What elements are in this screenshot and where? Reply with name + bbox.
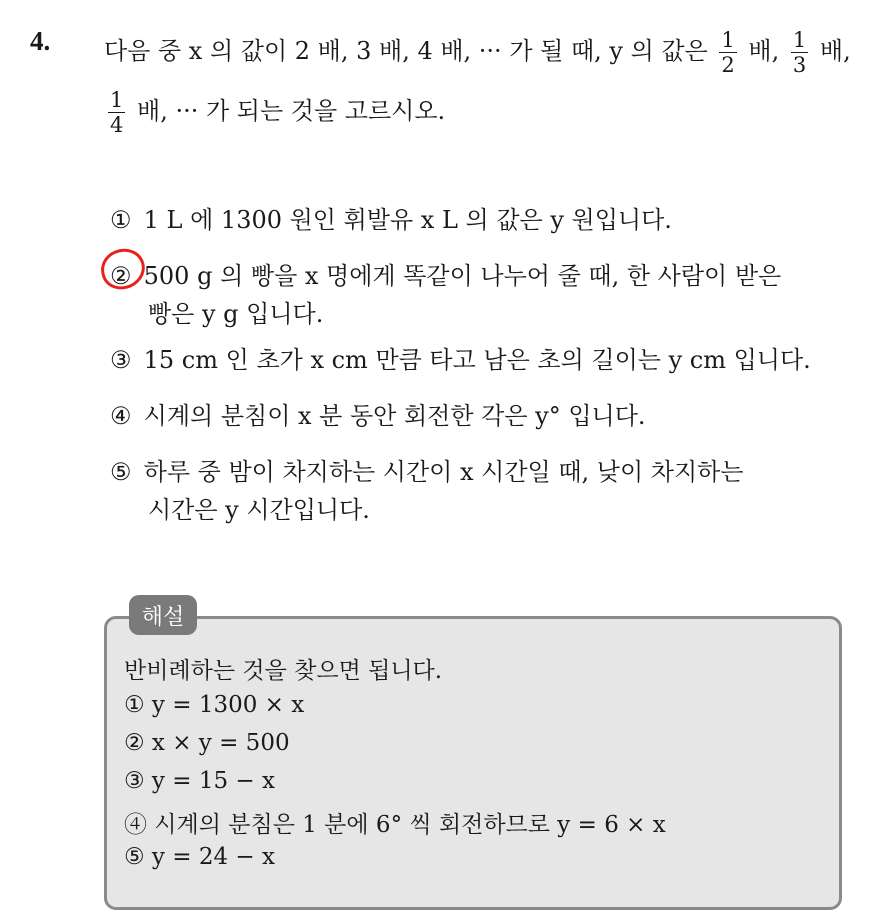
question-line-1 [104, 28, 851, 77]
solution-line-4: ④ 시계의 분침은 1 분에 6° 씩 회전하므로 y = 6 × x [124, 812, 666, 838]
choice-4[interactable]: ④ 시계의 분침이 x 분 동안 회전한 각은 y° 입니다. [110, 402, 646, 430]
fraction-one-half: $\frac{1}{2}$ [721, 28, 735, 77]
question-text-part1: 다음 중 x 의 값이 2 배, 3 배, 4 배, ··· 가 될 때, y 의 값은 [104, 37, 708, 65]
choice-2-line-2: 빵은 y g 입니다. [148, 300, 324, 328]
solution-tag: 해설 [129, 595, 197, 635]
choice-3[interactable]: ③ 15 cm 인 초가 x cm 만큼 타고 남은 초의 길이는 y cm 입니다. [110, 346, 811, 374]
choice-2[interactable]: ② 500 g 의 빵을 x 명에게 똑같이 나누어 줄 때, 한 사람이 받은 [110, 262, 782, 290]
choice-5-line-2: 시간은 y 시간입니다. [148, 496, 370, 524]
solution-line-2: ② x × y = 500 [124, 730, 290, 756]
question-text-part4: 배, ··· 가 되는 것을 고르시오. [137, 97, 446, 125]
solution-intro: 반비례하는 것을 찾으면 됩니다. [124, 658, 443, 684]
question-number: 4. [30, 26, 51, 56]
question-text-part2: 배, [748, 37, 780, 65]
solution-line-1: ① y = 1300 × x [124, 692, 305, 718]
choice-1[interactable]: ① 1 L 에 1300 원인 휘발유 x L 의 값은 y 원입니다. [110, 206, 672, 234]
question-line-2 [104, 88, 445, 137]
fraction-one-third: $\frac{1}{3}$ [792, 28, 807, 77]
fraction-one-quarter: $\frac{1}{4}$ [110, 88, 124, 137]
choice-5[interactable]: ⑤ 하루 중 밤이 차지하는 시간이 x 시간일 때, 낮이 차지하는 [110, 458, 744, 486]
question-text-part3: 배, [819, 37, 851, 65]
solution-line-5: ⑤ y = 24 − x [124, 844, 275, 870]
solution-line-3: ③ y = 15 − x [124, 768, 275, 794]
